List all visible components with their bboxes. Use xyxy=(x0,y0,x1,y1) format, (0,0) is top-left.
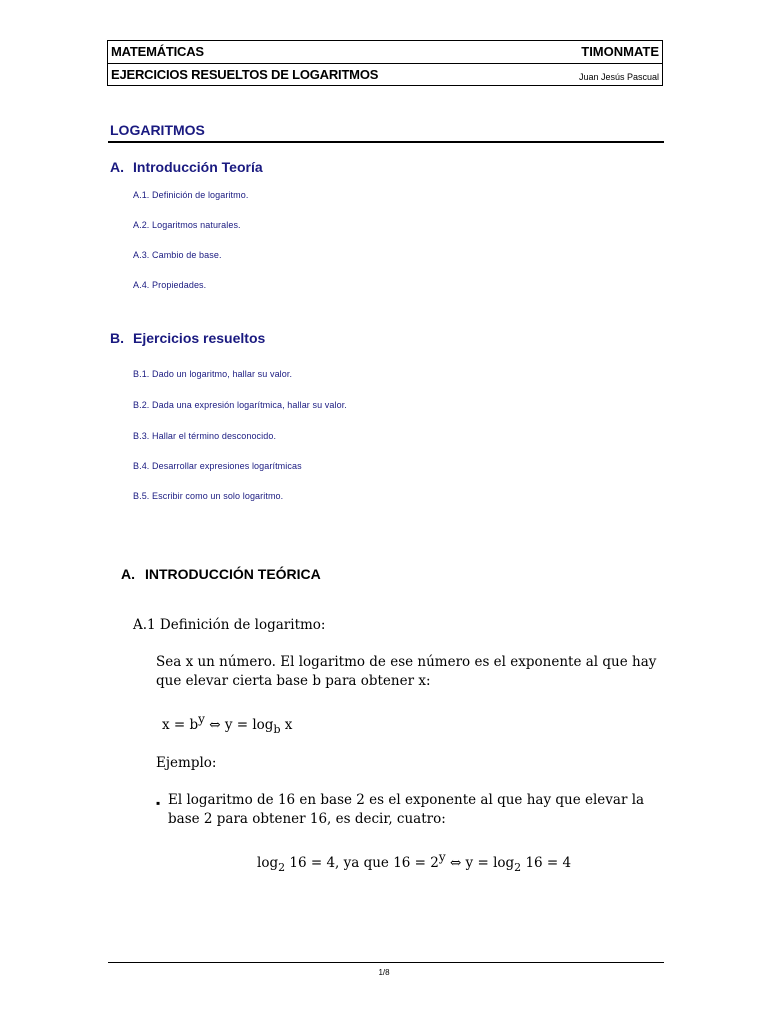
page-number: 1/8 xyxy=(378,968,390,977)
title-divider xyxy=(108,141,664,143)
toc-section-a-title: Introducción Teoría xyxy=(133,159,263,175)
formula2-sub2: 2 xyxy=(514,861,522,874)
formula1-rhs: x xyxy=(280,717,293,733)
toc-item-b5: B.5. Escribir como un solo logaritmo. xyxy=(133,491,284,501)
subheading-definition: A.1 Definición de logaritmo: xyxy=(133,617,326,633)
formula1-exponent: y xyxy=(198,712,205,726)
toc-item-b1: B.1. Dado un logaritmo, hallar su valor. xyxy=(133,369,293,379)
header-subject: MATEMÁTICAS xyxy=(111,44,204,59)
main-title: LOGARITMOS xyxy=(110,122,205,138)
body-heading xyxy=(121,566,321,582)
formula2-part1: log xyxy=(257,855,279,871)
paragraph-line-1: Sea x un número. El logaritmo de ese número es el exponente al que hay xyxy=(156,654,657,670)
formula2-sub1: 2 xyxy=(278,861,286,874)
formula1-lhs: x = b xyxy=(162,717,199,733)
footer-divider xyxy=(108,962,664,963)
formula2-exponent: y xyxy=(438,850,446,864)
toc-section-b-num: B. xyxy=(110,330,124,346)
example-line-2: base 2 para obtener 16, es decir, cuatro: xyxy=(168,811,446,827)
toc-section-a xyxy=(110,159,263,175)
toc-item-a4: A.4. Propiedades. xyxy=(133,280,207,290)
formula1-base: b xyxy=(273,723,281,736)
toc-item-b4: B.4. Desarrollar expresiones logarítmicas xyxy=(133,461,302,471)
toc-section-b-title: Ejercicios resueltos xyxy=(133,330,266,346)
header-doc-title: EJERCICIOS RESUELTOS DE LOGARITMOS xyxy=(111,67,379,82)
header-author: Juan Jesús Pascual xyxy=(578,72,659,82)
formula-definition xyxy=(162,712,292,736)
toc-section-b xyxy=(110,330,265,346)
example-line-1: El logaritmo de 16 en base 2 es el exponente al que hay que elevar la xyxy=(168,792,645,808)
bullet-icon: ▪ xyxy=(156,796,161,810)
header-row-top xyxy=(108,41,662,64)
formula2-part3: ⇔ y = log xyxy=(445,855,515,871)
formula2-part4: 16 = 4 xyxy=(521,855,572,871)
toc-item-b2: B.2. Dada una expresión logarítmica, hallar su valor. xyxy=(133,400,347,410)
example-label: Ejemplo: xyxy=(156,755,217,771)
toc-item-a1: A.1. Definición de logaritmo. xyxy=(133,190,249,200)
formula-example xyxy=(257,850,571,874)
toc-item-a2: A.2. Logaritmos naturales. xyxy=(133,220,241,230)
toc-section-a-num: A. xyxy=(110,159,124,175)
toc-item-a3: A.3. Cambio de base. xyxy=(133,250,222,260)
paragraph-line-2: que elevar cierta base b para obtener x: xyxy=(156,673,431,689)
formula2-part2: 16 = 4, ya que 16 = 2 xyxy=(285,855,439,871)
header-row-bottom xyxy=(108,64,662,86)
page-header xyxy=(107,40,663,86)
body-heading-text: INTRODUCCIÓN TEÓRICA xyxy=(145,566,321,582)
header-brand: TIMONMATE xyxy=(581,44,659,59)
body-heading-num: A. xyxy=(121,566,135,582)
formula1-mid: ⇔ y = log xyxy=(204,717,274,733)
toc-item-b3: B.3. Hallar el término desconocido. xyxy=(133,431,277,441)
